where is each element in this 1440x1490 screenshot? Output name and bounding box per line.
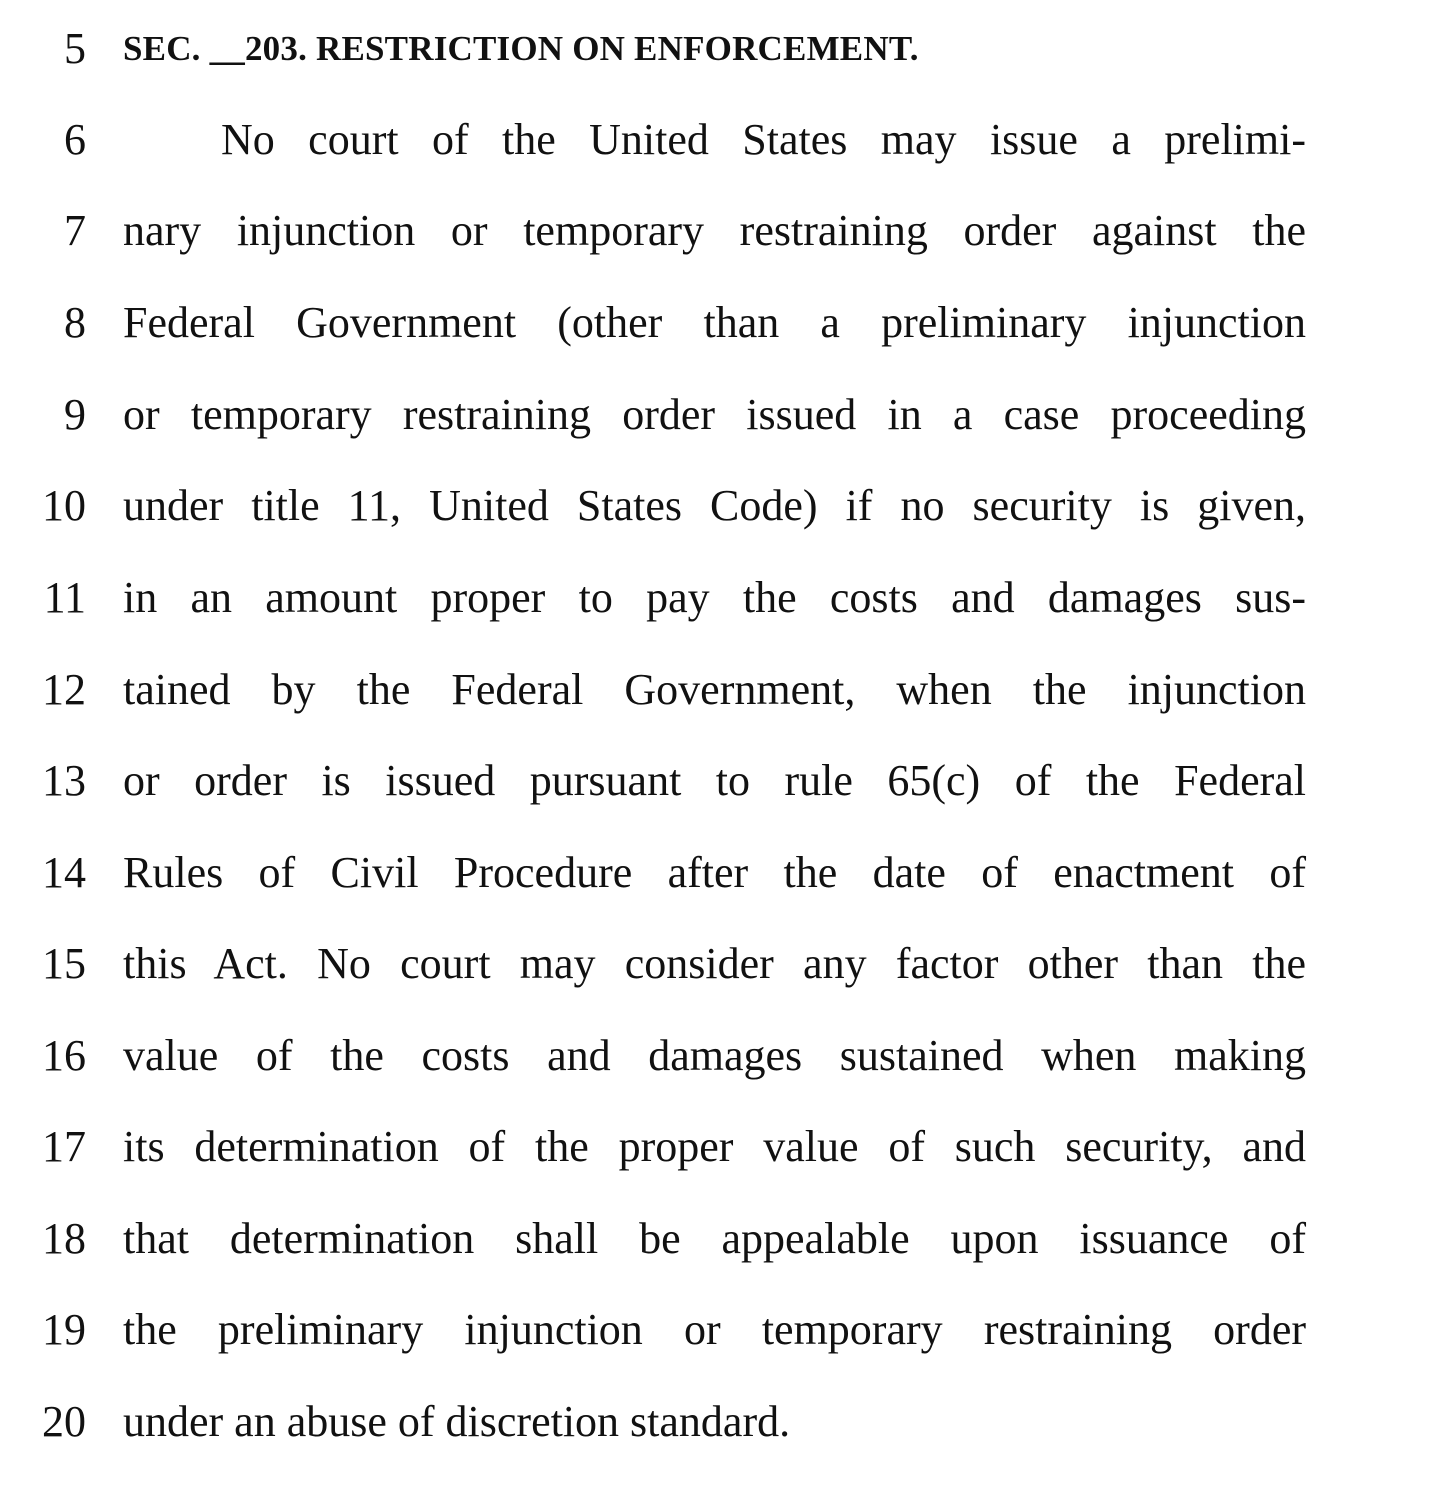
line-text: that determination shall be appealable upon issuance of [123,1214,1306,1263]
line-number: 18 [42,1214,86,1263]
line-number: 14 [42,848,86,897]
line-number: 15 [42,939,86,988]
line-number: 11 [43,573,86,622]
line-text: in an amount proper to pay the costs and damages sus- [123,573,1306,622]
line-text: its determination of the proper value of such security, and [123,1122,1306,1171]
text-line [0,293,1440,353]
line-number: 12 [42,665,86,714]
text-line [0,660,1440,720]
section-heading-line [0,19,1440,79]
line-text: nary injunction or temporary restraining order against the [123,206,1306,255]
line-number: 9 [64,390,86,439]
line-text: Rules of Civil Procedure after the date of enactment of [123,848,1306,897]
line-text: the preliminary injunction or temporary restraining order [123,1305,1306,1354]
line-number: 13 [42,756,86,805]
section-heading: SEC. __203. RESTRICTION ON ENFORCEMENT. [123,29,919,68]
line-number: 10 [42,481,86,530]
line-text: tained by the Federal Government, when the injunction [123,665,1306,714]
line-text: No court of the United States may issue a prelimi- [221,115,1306,164]
line-text: this Act. No court may consider any factor other than the [123,939,1306,988]
text-line [0,751,1440,811]
text-line [0,1300,1440,1360]
line-number: 7 [64,206,86,255]
line-text: under an abuse of discretion standard. [123,1397,791,1446]
line-text: or order is issued pursuant to rule 65(c) of the Federal [123,756,1306,805]
text-line [0,1392,1440,1452]
text-line [0,934,1440,994]
text-line [0,843,1440,903]
text-line [0,1209,1440,1269]
text-line [0,568,1440,628]
line-number: 17 [42,1122,86,1171]
line-number: 20 [42,1397,86,1446]
line-text: under title 11, United States Code) if no security is given, [123,481,1306,530]
line-number: 6 [64,115,86,164]
line-number: 16 [42,1031,86,1080]
line-text: Federal Government (other than a preliminary injunction [123,298,1306,347]
line-text: value of the costs and damages sustained when making [123,1031,1306,1080]
line-number: 5 [64,24,86,73]
text-line [0,1117,1440,1177]
text-line [0,1026,1440,1086]
text-line [0,110,1440,170]
text-line [0,385,1440,445]
text-line [0,201,1440,261]
line-text: or temporary restraining order issued in a case proceeding [123,390,1306,439]
line-number: 19 [42,1305,86,1354]
line-number: 8 [64,298,86,347]
text-line [0,476,1440,536]
